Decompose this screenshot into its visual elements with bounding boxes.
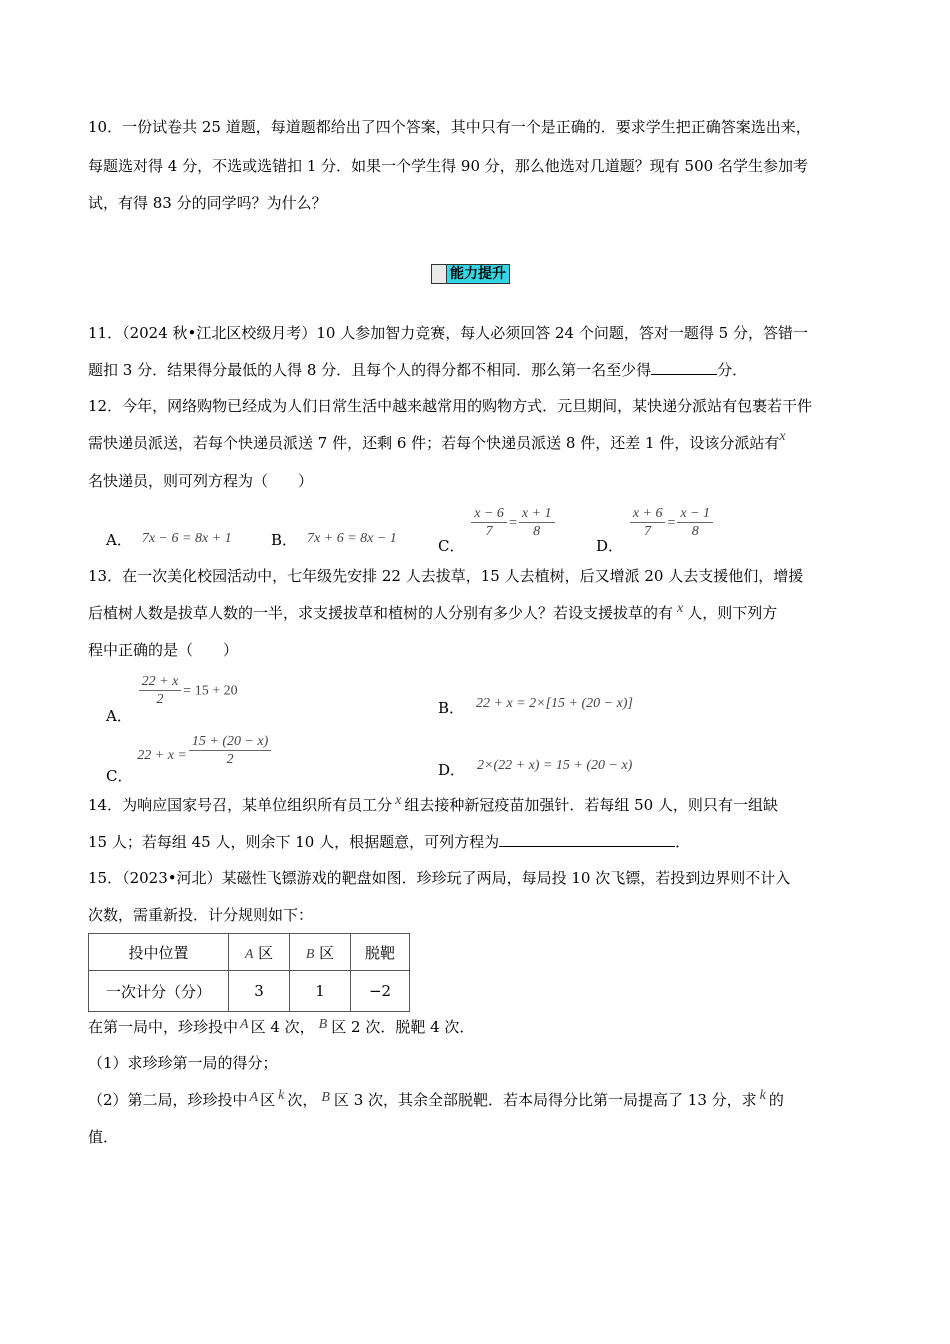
q15-sub2-zone-b: B	[321, 1090, 330, 1105]
q15-line3	[88, 1017, 474, 1039]
q12-option-d[interactable]: D． $\frac{x + 6}{7}$ = $\frac{x - 1}{8}$	[596, 505, 715, 540]
q12-option-c-frac1	[471, 505, 507, 540]
section-heading-title: 能力提升	[447, 264, 510, 284]
q12-option-d-num1: x + 6	[630, 505, 666, 523]
q10-line2: 每题选对得 4 分，不选或选错扣 1 分．如果一个学生得 90 分，那么他选对几道题？现有 500 名学生参加考	[88, 157, 808, 175]
q12-option-a-label: A．	[106, 531, 132, 549]
scoring-header-zone-a: A 区	[229, 934, 290, 971]
scoring-header-position: 投中位置	[89, 934, 229, 971]
q15-sub2-text: （2）第二局，珍珍投中	[88, 1091, 248, 1109]
q13-option-a-rest: = 15 + 20	[183, 683, 238, 699]
q12-option-a[interactable]	[106, 529, 232, 550]
q14-line2-text: 15 人；若每组 45 人，则余下 10 人，根据题意，可列方程为	[88, 833, 500, 851]
q13-option-d-label: D．	[438, 761, 466, 779]
q15-line3-end: 区 2 次．脱靶 4 次．	[331, 1018, 475, 1036]
scoring-table-header-row	[89, 934, 410, 971]
q10-line3: 试，有得 83 分的同学吗？为什么？	[88, 194, 327, 212]
q12-option-d-frac1	[630, 505, 666, 540]
q13-var-x: x	[677, 601, 684, 616]
q11-answer-blank[interactable]	[651, 360, 717, 375]
q11-line2	[88, 360, 747, 380]
q14-var-x: x	[395, 793, 402, 808]
q13-option-a-frac	[139, 673, 182, 708]
q15-sub2-rest: 区 3 次，其余全部脱靶．若本局得分比第一局提高了 13 分，求	[333, 1091, 757, 1109]
q14-line1	[88, 795, 778, 817]
q14-line1-text: 14．为响应国家号召，某单位组织所有员工分	[88, 796, 393, 814]
q13-option-c-den: 2	[226, 752, 234, 767]
q14-line1-end: 组去接种新冠疫苗加强针．若每组 50 人，则只有一组缺	[404, 796, 778, 814]
q14-line2	[88, 832, 690, 852]
q15-sub2-var-k2: k	[759, 1088, 766, 1103]
q15-sub2-zone-a: A	[249, 1090, 259, 1105]
q12-line2-text: 需快递员派送，若每个快递员派送 7 件，还剩 6 件；若每个快递员派送 8 件，还差 1 件，设该分派站有	[88, 434, 780, 452]
q10-line1: 10．一份试卷共 25 道题，每道题都给出了四个答案，其中只有一个是正确的．要求学生把正确答案选出来，	[88, 118, 811, 136]
q12-option-c-den2: 8	[533, 524, 541, 539]
q11-line1: 11．（2024 秋•江北区校级月考）10 人参加智力竞赛，每人必须回答 24 个问题，答对一题得 5 分，答错一	[88, 324, 808, 342]
q15-sub2-times: 次，	[287, 1091, 318, 1109]
q12-option-d-frac2	[677, 505, 713, 540]
q13-option-b-expr: 22 + x = 2×[15 + (20 − x)]	[476, 696, 633, 711]
scoring-row-label: 一次计分（分）	[89, 971, 229, 1012]
q15-last-line: 值．	[88, 1128, 119, 1146]
q15-line3-mid: 区 4 次，	[250, 1018, 315, 1036]
q13-option-b-label: B．	[438, 699, 465, 717]
q12-option-c-den1: 7	[485, 524, 493, 539]
q15-line1: 15．（2023•河北）某磁性飞镖游戏的靶盘如图．珍珍玩了两局，每局投 10 次飞镖，若投到边界则不计入	[88, 869, 791, 887]
q15-sub2-var-k: k	[278, 1088, 285, 1103]
scoring-header-miss: 脱靶	[351, 934, 410, 971]
q12-line3: 名快递员，则可列方程为（ ）	[88, 472, 314, 490]
q11-line2-text: 题扣 3 分．结果得分最低的人得 8 分．且每个人的得分都不相同．那么第一名至少得	[88, 361, 652, 379]
scoring-table-score-row	[89, 971, 410, 1012]
q13-option-c-label: C．	[106, 766, 133, 785]
q12-var-x: x	[779, 429, 786, 444]
q15-zone-b: B	[318, 1017, 328, 1032]
q13-option-c-lhs: 22 + x =	[137, 747, 187, 763]
q15-sub1: （1）求珍珍第一局的得分；	[88, 1054, 278, 1072]
q13-line2	[88, 603, 777, 625]
q13-option-d-expr: 2×(22 + x) = 15 + (20 − x)	[477, 758, 633, 773]
q15-sub2-zone-label: 区	[260, 1091, 276, 1109]
section-heading-box	[431, 264, 447, 284]
q12-option-c-num2: x + 1	[519, 505, 555, 523]
q13-line2-text: 后植树人数是拔草人数的一半，求支援拔草和植树的人分别有多少人？若设支援拔草的有	[88, 604, 674, 622]
q12-option-d-den2: 8	[691, 524, 699, 539]
section-heading	[431, 263, 510, 285]
q11-line2-end: 分．	[717, 361, 748, 379]
q12-option-c-label: C．	[438, 536, 465, 555]
q15-sub2	[88, 1090, 784, 1112]
q15-line2: 次数，需重新投．计分规则如下：	[88, 906, 314, 924]
q13-option-a[interactable]	[106, 673, 238, 725]
q13-option-a-num: 22 + x	[139, 673, 182, 691]
q12-option-b[interactable]	[271, 529, 397, 550]
q12-option-d-den1: 7	[644, 524, 652, 539]
q12-line1: 12．今年，网络购物已经成为人们日常生活中越来越常用的购物方式．元旦期间，某快递分派站有包裹若干件	[88, 397, 813, 415]
q12-line2	[88, 429, 786, 455]
scoring-table	[88, 933, 410, 1012]
q12-option-c[interactable]: C． $\frac{x - 6}{7}$ = $\frac{x + 1}{8}$	[438, 505, 557, 540]
q15-zone-a: A	[240, 1017, 249, 1032]
q13-option-a-label: A．	[106, 706, 132, 725]
scoring-header-zone-b: B 区	[290, 934, 351, 971]
q15-sub2-end: 的	[768, 1091, 784, 1109]
q12-option-c-frac2	[519, 505, 555, 540]
q14-line2-end: ．	[675, 833, 691, 851]
q12-option-b-label: B．	[271, 531, 298, 549]
q13-option-d[interactable]	[438, 759, 632, 780]
scoring-value-a: 3	[229, 971, 290, 1012]
q13-option-c-num: 15 + (20 − x)	[189, 733, 271, 751]
q13-option-b[interactable]	[438, 697, 633, 718]
q14-answer-blank[interactable]	[499, 832, 675, 847]
q12-option-d-label: D．	[596, 536, 624, 555]
q13-line3: 程中正确的是（ ）	[88, 641, 239, 659]
q12-option-a-expr: 7x − 6 = 8x + 1	[141, 531, 232, 546]
q13-option-c[interactable]	[106, 733, 273, 785]
q13-option-a-den: 2	[156, 692, 164, 707]
q13-line1: 13．在一次美化校园活动中，七年级先安排 22 人去拔草，15 人去植树，后又增派 20 人去支援他们，增援	[88, 567, 804, 585]
q13-line2-end: 人，则下列方	[687, 604, 778, 622]
q12-option-b-expr: 7x + 6 = 8x − 1	[307, 531, 397, 546]
scoring-value-miss: −2	[351, 971, 410, 1012]
q15-line3-text: 在第一局中，珍珍投中	[88, 1018, 239, 1036]
q12-option-d-num2: x − 1	[677, 505, 713, 523]
scoring-value-b: 1	[290, 971, 351, 1012]
q13-option-c-frac	[189, 733, 271, 768]
q12-option-c-num1: x − 6	[471, 505, 507, 523]
